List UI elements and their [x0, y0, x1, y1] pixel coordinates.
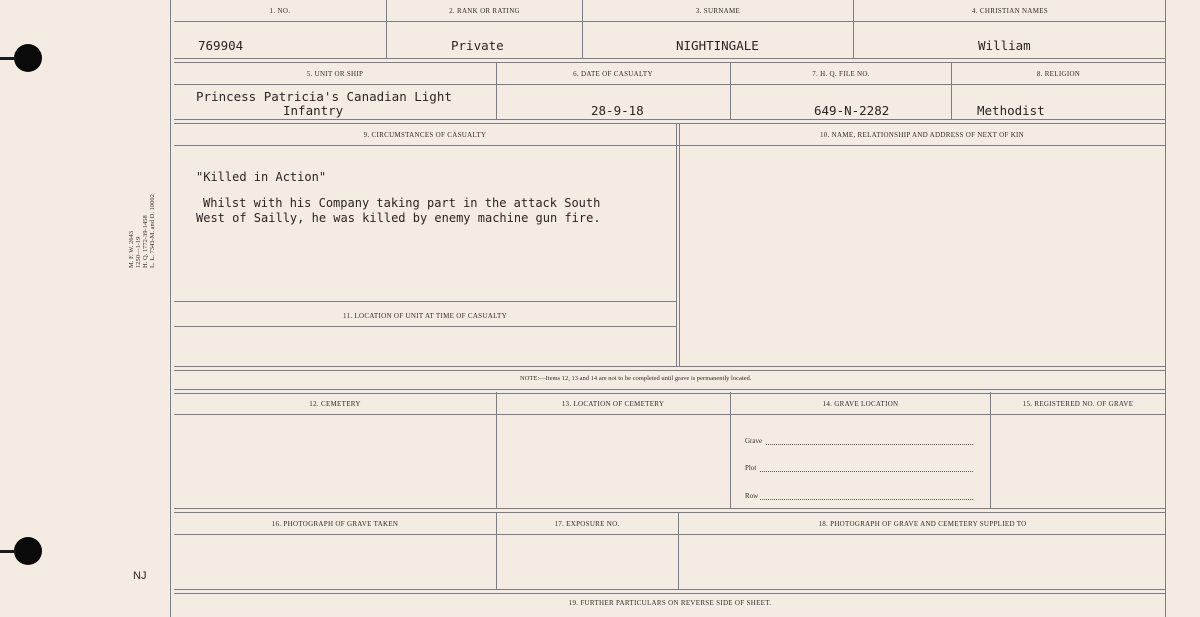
margin-line: [170, 0, 171, 617]
circumstances-line2: West of Sailly, he was killed by enemy machine gun fire.: [196, 211, 601, 225]
row1-divider: [386, 0, 387, 59]
header-location-of-unit: 11. LOCATION OF UNIT AT TIME OF CASUALTY: [343, 312, 507, 320]
header-circumstances: 9. CIRCUMSTANCES OF CASUALTY: [363, 131, 487, 139]
header-rank: 2. RANK OR RATING: [449, 7, 520, 15]
row1-divider: [853, 0, 854, 59]
form-code-line: 1250—1-19: [135, 236, 142, 268]
row4-rule: [174, 414, 1166, 415]
grave-label: Grave: [745, 437, 763, 445]
header-photo-taken: 16. PHOTOGRAPH OF GRAVE TAKEN: [271, 520, 399, 528]
location-unit-top: [174, 301, 676, 302]
row3-divider: [679, 123, 680, 367]
header-exposure-no: 17. EXPOSURE NO.: [554, 520, 620, 528]
christian-names-value: William: [978, 38, 1031, 53]
rank-value: Private: [451, 38, 504, 53]
row4-divider: [496, 392, 497, 509]
row5-rule: [174, 534, 1166, 535]
form-code-line: L. L. 7343-M. and D. 10002: [149, 194, 156, 268]
service-number: 769904: [198, 38, 244, 53]
date-of-casualty-value: 28-9-18: [591, 103, 644, 118]
header-next-of-kin: 10. NAME, RELATIONSHIP AND ADDRESS OF NEXT OF KIN: [819, 131, 1025, 139]
row5-divider: [678, 512, 679, 590]
note-bottom: [174, 389, 1166, 394]
footer-further-particulars: 19. FURTHER PARTICULARS ON REVERSE SIDE OF SHEET.: [568, 599, 772, 607]
initials: NJ: [133, 570, 147, 582]
plot-label: Plot: [745, 464, 757, 472]
header-religion: 8. RELIGION: [1036, 70, 1081, 78]
header-no: 1. NO.: [269, 7, 291, 15]
binder-hole-top: [14, 44, 42, 72]
plot-dots: [760, 470, 973, 472]
row-dots: [760, 498, 973, 500]
header-registered-no: 15. REGISTERED NO. OF GRAVE: [1022, 400, 1134, 408]
hq-file-value: 649-N-2282: [814, 103, 890, 118]
header-grave-location: 14. GRAVE LOCATION: [822, 400, 899, 408]
location-unit-rule: [174, 326, 676, 327]
binder-hole-bottom: [14, 537, 42, 565]
form-code-line: H. Q. 1772-39-1458: [142, 215, 149, 268]
row2-divider: [496, 62, 497, 120]
row5-bottom: [174, 589, 1166, 594]
unit-value-line2: Infantry: [283, 103, 344, 118]
row4-divider: [990, 392, 991, 509]
row2-bottom: [174, 119, 1166, 124]
row4-divider: [730, 392, 731, 509]
hole-stub-bottom: [0, 550, 16, 553]
row2-divider: [951, 62, 952, 120]
row-label: Row: [745, 492, 759, 500]
header-unit: 5. UNIT OR SHIP: [306, 70, 364, 78]
row3-bottom: [174, 366, 1166, 371]
header-location-of-cemetery: 13. LOCATION OF CEMETERY: [561, 400, 665, 408]
circumstances-line1: Whilst with his Company taking part in the attack South: [203, 196, 601, 210]
row2-rule: [174, 84, 1166, 85]
row1-divider: [582, 0, 583, 59]
note-text: NOTE:—Items 12, 13 and 14 are not to be completed until grave is permanently located.: [520, 375, 752, 382]
row1-bottom: [174, 58, 1166, 63]
header-date: 6. DATE OF CASUALTY: [573, 70, 653, 78]
row4-bottom: [174, 508, 1166, 513]
row1-rule: [174, 21, 1166, 22]
surname-value: NIGHTINGALE: [676, 38, 759, 53]
circumstances-title: "Killed in Action": [196, 170, 327, 184]
form-code-line: M. F. W. 2643: [128, 230, 135, 268]
form-code: [128, 194, 156, 268]
religion-value: Methodist: [977, 103, 1045, 118]
unit-value-line1: Princess Patricia's Canadian Light: [196, 89, 452, 104]
row5-divider: [496, 512, 497, 590]
row2-divider: [730, 62, 731, 120]
header-photo-supplied: 18. PHOTOGRAPH OF GRAVE AND CEMETERY SUPPLIED TO: [818, 520, 1027, 528]
header-cemetery: 12. CEMETERY: [309, 400, 361, 408]
header-surname: 3. SURNAME: [695, 7, 741, 15]
row3-rule: [174, 145, 1166, 146]
header-christian: 4. CHRISTIAN NAMES: [972, 7, 1048, 15]
right-edge-line: [1165, 0, 1166, 617]
header-file: 7. H. Q. FILE NO.: [812, 70, 870, 78]
grave-dots: [766, 443, 973, 445]
row3-divider: [676, 123, 677, 367]
hole-stub-top: [0, 57, 16, 60]
